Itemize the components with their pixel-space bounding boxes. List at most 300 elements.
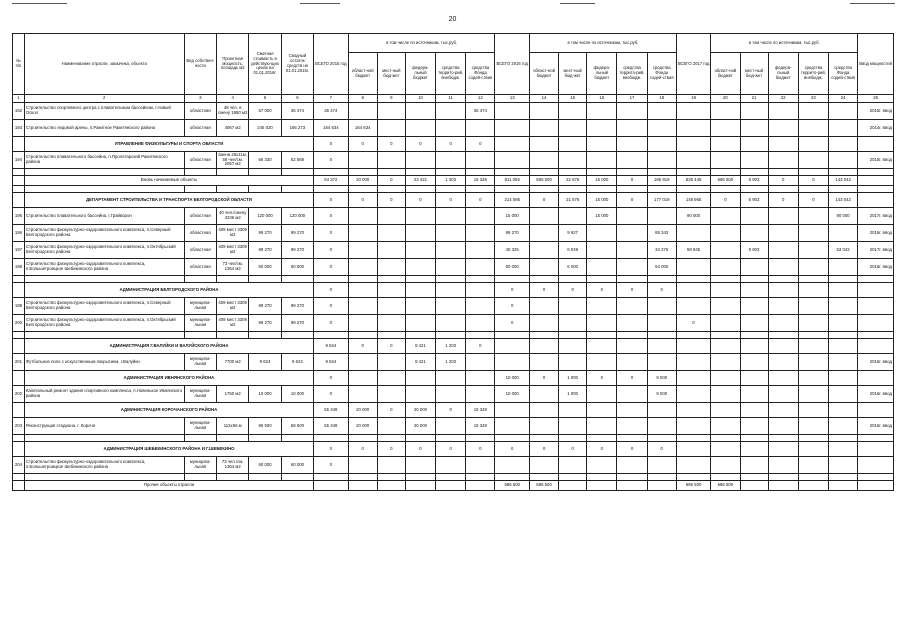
table-row xyxy=(13,259,894,276)
value-cell xyxy=(798,339,828,354)
empty-cell xyxy=(24,169,184,176)
value-cell xyxy=(740,298,768,315)
value-cell xyxy=(711,386,740,403)
header-sources-2017: в том числе по источникам, тыс.руб. xyxy=(711,34,858,53)
header-total-2016: ВСЕГО 2016 год xyxy=(495,34,530,95)
value-cell xyxy=(587,103,617,120)
value-cell xyxy=(377,208,405,225)
column-number: 1 xyxy=(13,95,25,103)
empty-cell xyxy=(858,481,894,491)
value-cell xyxy=(466,208,495,225)
header-estimate-cost: Сметная стоимость в действую-щих ценах на 01.01.2016г. xyxy=(249,34,281,95)
column-number: 23 xyxy=(798,95,828,103)
value-cell xyxy=(711,152,740,169)
empty-cell xyxy=(249,186,281,193)
value-cell: 0 xyxy=(768,193,798,208)
value-cell: 0 xyxy=(559,442,587,457)
object-name: Строительство физкультурно-оздоровительного комплекса, п.Большетроицкое Шебекинского района xyxy=(24,259,184,276)
value-cell xyxy=(676,259,711,276)
empty-cell xyxy=(348,474,377,481)
header-source-territory: средства террито-рий, внебюдж. xyxy=(436,53,466,95)
value-cell: 0 xyxy=(405,442,435,457)
empty-cell xyxy=(587,474,617,481)
empty-cell xyxy=(617,186,647,193)
value-cell xyxy=(829,457,858,474)
empty-cell xyxy=(314,474,349,481)
value-cell xyxy=(587,354,617,371)
value-cell xyxy=(829,418,858,435)
table-body xyxy=(13,103,894,491)
section-title: АДМИНИСТРАЦИЯ ИВНЯНСКОГО РАЙОНА xyxy=(24,371,313,386)
value-cell xyxy=(617,208,647,225)
object-name: Строительство физкультурно-оздоровительного комплекса, п.Октябрьский Белгородского района xyxy=(24,242,184,259)
section-title: УПРАВЛЕНИЕ ФИЗКУЛЬТУРЫ И СПОРТА ОБЛАСТИ xyxy=(24,137,313,152)
value-cell xyxy=(740,259,768,276)
empty-cell xyxy=(858,283,894,298)
remaining: 166 273 xyxy=(281,120,313,137)
value-cell xyxy=(466,120,495,137)
value-cell xyxy=(829,339,858,354)
empty-cell xyxy=(377,332,405,339)
value-cell xyxy=(711,339,740,354)
value-cell xyxy=(348,315,377,332)
value-cell xyxy=(405,315,435,332)
object-name: Строительство плавательного бассейна, г.Грайворон xyxy=(24,208,184,225)
value-cell xyxy=(676,152,711,169)
top-rule-mid xyxy=(300,3,340,4)
column-number: 4 xyxy=(216,95,248,103)
ownership: муниципа-льная xyxy=(184,315,216,332)
empty-cell xyxy=(466,435,495,442)
empty-cell xyxy=(13,276,25,283)
value-cell xyxy=(711,418,740,435)
empty-cell xyxy=(377,435,405,442)
value-cell xyxy=(495,120,530,137)
empty-cell xyxy=(13,474,25,481)
value-cell xyxy=(405,208,435,225)
value-cell xyxy=(617,315,647,332)
value-cell xyxy=(530,339,559,354)
value-cell xyxy=(405,371,435,386)
value-cell xyxy=(768,103,798,120)
value-cell xyxy=(348,386,377,403)
value-cell xyxy=(711,242,740,259)
empty-cell xyxy=(466,169,495,176)
value-cell xyxy=(348,259,377,276)
empty-cell xyxy=(13,371,25,386)
value-cell: 0 xyxy=(377,137,405,152)
empty-cell xyxy=(798,435,828,442)
value-cell xyxy=(647,339,676,354)
value-cell: 20 000 xyxy=(405,403,435,418)
empty-cell xyxy=(858,339,894,354)
value-cell xyxy=(617,242,647,259)
capacity: 48 чел. в смену 1950 м2 xyxy=(216,103,248,120)
value-cell: 0 xyxy=(377,339,405,354)
value-cell: 0 xyxy=(647,283,676,298)
value-cell xyxy=(711,103,740,120)
value-cell: 15 000 xyxy=(495,208,530,225)
empty-cell xyxy=(405,435,435,442)
value-cell: 0 xyxy=(436,403,466,418)
value-cell xyxy=(587,418,617,435)
value-cell xyxy=(798,354,828,371)
empty-cell xyxy=(617,169,647,176)
table-row xyxy=(13,225,894,242)
value-cell xyxy=(768,298,798,315)
empty-cell xyxy=(530,276,559,283)
value-cell: 15 000 xyxy=(587,176,617,186)
ownership: муниципа-льная xyxy=(184,354,216,371)
input-status: 2017г. ввод xyxy=(858,208,894,225)
value-cell xyxy=(466,457,495,474)
value-cell xyxy=(768,371,798,386)
value-cell xyxy=(436,152,466,169)
value-cell xyxy=(740,225,768,242)
empty-cell xyxy=(184,169,216,176)
value-cell xyxy=(466,259,495,276)
empty-cell xyxy=(405,276,435,283)
object-name: Строительство физкультурно-оздоровительного комплекса, п.Северный Белгородского района xyxy=(24,298,184,315)
empty-cell xyxy=(281,276,313,283)
value-cell xyxy=(405,386,435,403)
value-cell xyxy=(466,481,495,491)
empty-cell xyxy=(249,474,281,481)
empty-cell xyxy=(13,169,25,176)
value-cell xyxy=(587,457,617,474)
value-cell xyxy=(829,371,858,386)
value-cell: 0 xyxy=(711,193,740,208)
empty-cell xyxy=(858,435,894,442)
value-cell xyxy=(587,315,617,332)
empty-cell xyxy=(530,474,559,481)
capacity: ванна 25х11м, 58 чел/см. 2057 м2 xyxy=(216,152,248,169)
value-cell: 22 676 xyxy=(559,176,587,186)
construction-objects-table xyxy=(12,33,894,491)
value-cell xyxy=(676,283,711,298)
value-cell xyxy=(711,137,740,152)
empty-cell xyxy=(798,276,828,283)
value-cell xyxy=(587,298,617,315)
value-cell xyxy=(617,457,647,474)
value-cell xyxy=(405,283,435,298)
empty-cell xyxy=(281,169,313,176)
value-cell xyxy=(466,354,495,371)
empty-cell xyxy=(377,169,405,176)
value-cell: 0 xyxy=(798,176,828,186)
header-sources-2015: в том числе по источникам, тыс.руб. xyxy=(348,34,495,53)
value-cell xyxy=(377,298,405,315)
value-cell xyxy=(676,442,711,457)
empty-cell xyxy=(768,435,798,442)
total-title: Вновь начинаемые объекты xyxy=(24,176,313,186)
value-cell xyxy=(436,298,466,315)
header-source-regional: област-ной бюджет xyxy=(530,53,559,95)
value-cell: 143 042 xyxy=(829,193,858,208)
empty-cell xyxy=(348,435,377,442)
value-cell xyxy=(377,354,405,371)
value-cell xyxy=(436,315,466,332)
empty-cell xyxy=(495,332,530,339)
empty-cell xyxy=(768,276,798,283)
value-cell: 20 000 xyxy=(348,403,377,418)
estimate-cost: 99 270 xyxy=(249,225,281,242)
value-cell xyxy=(617,298,647,315)
column-number: 22 xyxy=(768,95,798,103)
value-cell xyxy=(829,120,858,137)
value-cell: 0 xyxy=(314,386,349,403)
value-cell xyxy=(798,283,828,298)
value-cell xyxy=(530,242,559,259)
value-cell: 214 595 xyxy=(495,193,530,208)
section-row xyxy=(13,137,894,152)
empty-cell xyxy=(711,276,740,283)
value-cell xyxy=(829,403,858,418)
value-cell xyxy=(829,137,858,152)
value-cell: 164 634 xyxy=(348,120,377,137)
value-cell: 0 xyxy=(314,457,349,474)
column-number: 9 xyxy=(377,95,405,103)
empty-cell xyxy=(711,332,740,339)
empty-cell xyxy=(13,186,25,193)
spacer-row xyxy=(13,276,894,283)
estimate-cost: 245 020 xyxy=(249,120,281,137)
estimate-cost: 99 270 xyxy=(249,242,281,259)
header-name: Наименование отрасли, заказчика, объекта xyxy=(24,34,184,95)
empty-cell xyxy=(249,276,281,283)
total-row xyxy=(13,481,894,491)
capacity: 40 чел./смену 4236 м2 xyxy=(216,208,248,225)
remaining: 99 270 xyxy=(281,315,313,332)
empty-cell xyxy=(617,276,647,283)
ownership: областная xyxy=(184,225,216,242)
header-source-fund: средства Фонда содей-ствия xyxy=(466,53,495,95)
header-source-local: мест-ный бюд-жет xyxy=(740,53,768,95)
ownership: муниципа-льная xyxy=(184,386,216,403)
value-cell xyxy=(377,386,405,403)
column-number: 21 xyxy=(740,95,768,103)
value-cell: 23 421 xyxy=(405,176,435,186)
value-cell: 0 xyxy=(495,442,530,457)
value-cell xyxy=(466,386,495,403)
empty-cell xyxy=(798,332,828,339)
empty-cell xyxy=(377,474,405,481)
value-cell xyxy=(530,120,559,137)
row-number: 197 xyxy=(13,242,25,259)
header-source-regional: област-ной бюджет xyxy=(348,53,377,95)
empty-cell xyxy=(281,474,313,481)
value-cell: 36 474 xyxy=(314,103,349,120)
value-cell xyxy=(711,298,740,315)
empty-cell xyxy=(858,186,894,193)
value-cell: 186 919 xyxy=(647,176,676,186)
column-number: 19 xyxy=(676,95,711,103)
value-cell: 0 xyxy=(587,283,617,298)
value-cell: 0 xyxy=(348,137,377,152)
empty-cell xyxy=(184,186,216,193)
value-cell xyxy=(559,457,587,474)
column-number: 10 xyxy=(405,95,435,103)
value-cell xyxy=(647,481,676,491)
value-cell xyxy=(377,242,405,259)
value-cell xyxy=(798,259,828,276)
page-number: 20 xyxy=(448,16,457,23)
value-cell xyxy=(740,457,768,474)
empty-cell xyxy=(216,276,248,283)
empty-cell xyxy=(647,276,676,283)
section-row xyxy=(13,371,894,386)
value-cell: 54 000 xyxy=(647,259,676,276)
value-cell xyxy=(436,283,466,298)
column-number: 15 xyxy=(559,95,587,103)
value-cell: 1 203 xyxy=(436,354,466,371)
value-cell xyxy=(798,137,828,152)
value-cell xyxy=(587,242,617,259)
value-cell xyxy=(740,371,768,386)
remaining: 58 500 xyxy=(281,418,313,435)
value-cell xyxy=(798,418,828,435)
value-cell xyxy=(711,457,740,474)
section-row xyxy=(13,403,894,418)
value-cell xyxy=(348,298,377,315)
empty-cell xyxy=(495,474,530,481)
value-cell xyxy=(436,259,466,276)
value-cell xyxy=(436,418,466,435)
empty-cell xyxy=(829,474,858,481)
top-rule-left xyxy=(12,3,67,4)
value-cell xyxy=(768,137,798,152)
value-cell xyxy=(436,386,466,403)
value-cell: 10 000 xyxy=(495,386,530,403)
value-cell xyxy=(348,225,377,242)
value-cell xyxy=(798,103,828,120)
remaining: 120 000 xyxy=(281,208,313,225)
row-number: 192 xyxy=(13,103,25,120)
total-row xyxy=(13,176,894,186)
value-cell: 15 348 xyxy=(466,176,495,186)
capacity: 409 мест 3309 м2 xyxy=(216,242,248,259)
value-cell: 15 348 xyxy=(466,403,495,418)
capacity: 409 мест 3309 м2 xyxy=(216,225,248,242)
value-cell: 9 624 xyxy=(314,339,349,354)
estimate-cost: 96 500 xyxy=(249,418,281,435)
value-cell xyxy=(436,457,466,474)
empty-cell xyxy=(466,186,495,193)
empty-cell xyxy=(216,332,248,339)
input-status xyxy=(858,315,894,332)
value-cell xyxy=(711,283,740,298)
header-source-federal: федера-льный бюджет xyxy=(768,53,798,95)
column-number: 13 xyxy=(495,95,530,103)
empty-cell xyxy=(740,169,768,176)
value-cell xyxy=(530,418,559,435)
value-cell xyxy=(530,386,559,403)
value-cell xyxy=(711,259,740,276)
value-cell xyxy=(768,442,798,457)
value-cell xyxy=(377,371,405,386)
value-cell xyxy=(466,242,495,259)
value-cell xyxy=(740,208,768,225)
value-cell xyxy=(405,481,435,491)
value-cell: 55 348 xyxy=(314,418,349,435)
empty-cell xyxy=(858,276,894,283)
value-cell xyxy=(405,225,435,242)
input-status: 2015г. ввод xyxy=(858,103,894,120)
column-number: 17 xyxy=(617,95,647,103)
empty-cell xyxy=(314,186,349,193)
object-name: Реконструкция стадиона, г. Короча xyxy=(24,418,184,435)
table-row xyxy=(13,152,894,169)
value-cell xyxy=(617,386,647,403)
value-cell xyxy=(798,298,828,315)
header-row-1 xyxy=(13,34,894,53)
value-cell xyxy=(348,481,377,491)
value-cell xyxy=(676,339,711,354)
value-cell: 0 xyxy=(314,371,349,386)
empty-cell xyxy=(676,332,711,339)
empty-cell xyxy=(530,435,559,442)
value-cell: 143 042 xyxy=(829,176,858,186)
empty-cell xyxy=(13,339,25,354)
value-cell xyxy=(495,354,530,371)
value-cell xyxy=(530,354,559,371)
value-cell xyxy=(676,386,711,403)
value-cell xyxy=(559,339,587,354)
empty-cell xyxy=(13,403,25,418)
header-ownership: Вид собствен-ности xyxy=(184,34,216,95)
table-row xyxy=(13,457,894,474)
value-cell: 34 276 xyxy=(647,242,676,259)
value-cell xyxy=(647,315,676,332)
value-cell xyxy=(829,386,858,403)
value-cell: 811 055 xyxy=(495,176,530,186)
empty-cell xyxy=(829,276,858,283)
empty-cell xyxy=(711,474,740,481)
value-cell: 0 xyxy=(617,193,647,208)
value-cell: 36 474 xyxy=(466,103,495,120)
empty-cell xyxy=(858,193,894,208)
empty-cell xyxy=(13,193,25,208)
empty-cell xyxy=(436,332,466,339)
value-cell xyxy=(798,120,828,137)
column-number: 14 xyxy=(530,95,559,103)
remaining: 62 568 xyxy=(281,152,313,169)
value-cell xyxy=(530,208,559,225)
empty-cell xyxy=(587,186,617,193)
value-cell xyxy=(647,403,676,418)
value-cell xyxy=(377,259,405,276)
empty-cell xyxy=(559,169,587,176)
value-cell: 5 903 xyxy=(740,193,768,208)
column-number: 7 xyxy=(314,95,349,103)
value-cell xyxy=(377,152,405,169)
value-cell xyxy=(377,120,405,137)
value-cell xyxy=(587,386,617,403)
empty-cell xyxy=(530,169,559,176)
empty-cell xyxy=(858,371,894,386)
empty-cell xyxy=(216,169,248,176)
capacity: 4067 м2 xyxy=(216,120,248,137)
value-cell xyxy=(768,120,798,137)
estimate-cost: 60 000 xyxy=(249,457,281,474)
empty-cell xyxy=(768,169,798,176)
ownership: областная xyxy=(184,208,216,225)
value-cell xyxy=(436,208,466,225)
value-cell: 0 xyxy=(348,193,377,208)
value-cell xyxy=(436,371,466,386)
empty-cell xyxy=(858,137,894,152)
header-source-fund: средства Фонда содей-ствия xyxy=(829,53,858,95)
